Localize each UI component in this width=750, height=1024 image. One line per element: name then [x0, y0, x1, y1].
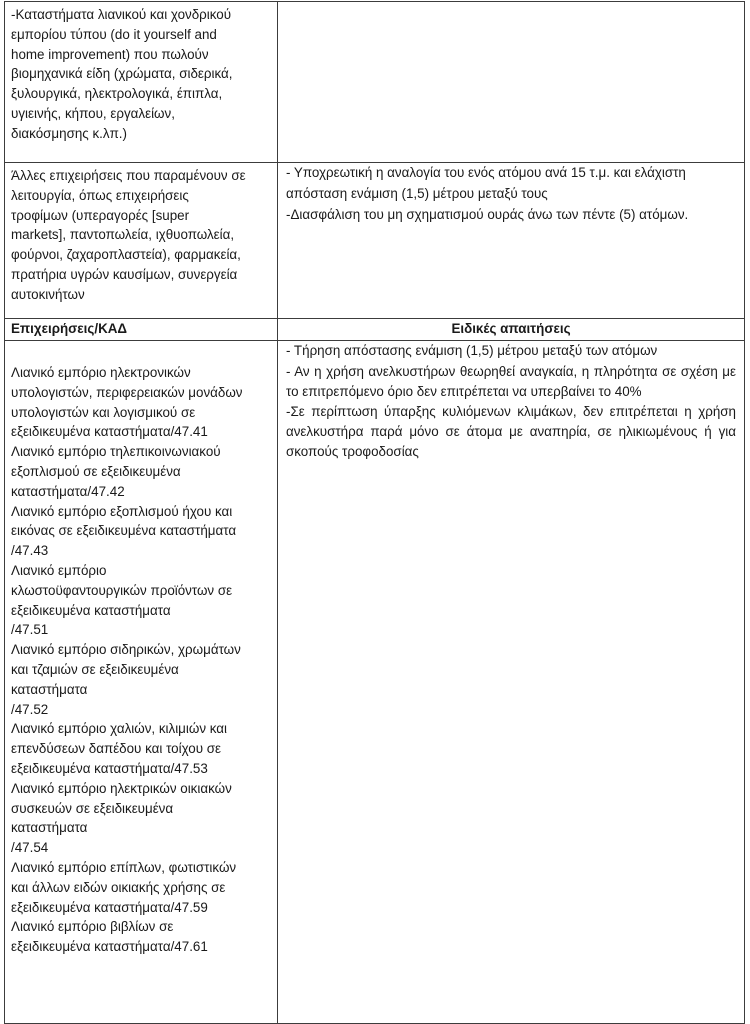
requirements-cell	[278, 341, 745, 1024]
header-businesses: Επιχειρήσεις/ΚΑΔ	[5, 319, 278, 341]
text-line: υπολογιστών, περιφερειακών μονάδων	[11, 384, 243, 400]
text-line: Λιανικό εμπόριο σιδηρικών, χρωμάτων	[11, 642, 241, 658]
text-line: και άλλων ειδών οικιακής χρήσης σε	[11, 879, 226, 895]
business-cell	[5, 163, 278, 319]
text-line: Λιανικό εμπόριο εξοπλισμού ήχου και	[11, 503, 233, 519]
text-line: Λιανικό εμπόριο επίπλων, φωτιστικών	[11, 859, 237, 875]
business-cell	[5, 341, 278, 1024]
table-row	[5, 2, 745, 163]
text-line: -Καταστήματα λιανικού και χονδρικού	[11, 7, 232, 22]
text-line: εξειδικευμένα καταστήματα	[11, 602, 171, 618]
text-line: Λιανικό εμπόριο τηλεπικοινωνιακού	[11, 444, 221, 460]
text-line: - Υποχρεωτική η αναλογία του ενός ατόμου ανά 15 τ.μ. και ελάχιστη	[286, 165, 686, 180]
text-line: Λιανικό εμπόριο χαλιών, κιλιμιών και	[11, 721, 227, 737]
text-line: καταστήματα	[11, 681, 88, 697]
text-line: Άλλες επιχειρήσεις που παραμένουν σε	[11, 168, 246, 183]
header-requirements: Ειδικές απαιτήσεις	[278, 319, 745, 341]
text-line: Λιανικό εμπόριο ηλεκτρονικών	[11, 365, 191, 380]
text-line: home improvement) που πωλούν	[11, 46, 209, 62]
text-line: - Τήρηση απόστασης ενάμιση (1,5) μέτρου μεταξύ των ατόμων	[286, 343, 658, 358]
text-line: -Σε περίπτωση ύπαρξης κυλιόμενων κλιμάκων, δεν επιτρέπεται η χρήση ανελκυστήρα παρά μόνο σε άτομα με αναπηρία, σε ηλικιωμένους ή για σκοπούς τροφοδοσίας	[286, 404, 736, 459]
table-row	[5, 341, 745, 1024]
text-line: Λιανικό εμπόριο ηλεκτρικών οικιακών	[11, 780, 232, 796]
text-line: συσκευών σε εξειδικευμένα	[11, 800, 174, 816]
requirements-table	[4, 1, 745, 1024]
text-line: λειτουργία, όπως επιχειρήσεις	[11, 187, 189, 203]
text-line: εμπορίου τύπου (do it yourself and	[11, 26, 217, 42]
text-line: Λιανικό εμπόριο	[11, 562, 107, 578]
text-line: -Διασφάλιση του μη σχηματισμού ουράς άνω των πέντε (5) ατόμων.	[286, 206, 689, 222]
business-cell	[5, 2, 278, 163]
text-line: καταστήματα	[11, 820, 88, 836]
text-line: εξοπλισμού σε εξειδικευμένα	[11, 463, 181, 479]
text-line: εξειδικευμένα καταστήματα/47.53	[11, 760, 208, 776]
text-line: αυτοκινήτων	[11, 286, 85, 302]
text-line: Λιανικό εμπόριο βιβλίων σε	[11, 919, 174, 935]
text-line: φούρνοι, ζαχαροπλαστεία), φαρμακεία,	[11, 247, 241, 263]
text-line: απόσταση ενάμιση (1,5) μέτρου μεταξύ τους	[286, 185, 548, 201]
text-line: διακόσμησης κ.λπ.)	[11, 125, 127, 141]
requirements-cell	[278, 163, 745, 319]
text-line: εξειδικευμένα καταστήματα/47.41	[11, 424, 208, 440]
text-line: ξυλουργικά, ηλεκτρολογικά, έπιπλα,	[11, 86, 223, 102]
text-line: /47.43	[11, 543, 49, 559]
text-line: markets], παντοπωλεία, ιχθυοπωλεία,	[11, 227, 235, 243]
text-line: εικόνας σε εξειδικευμένα καταστήματα	[11, 523, 237, 539]
text-line: /47.54	[11, 840, 49, 856]
table-row	[5, 163, 745, 319]
text-line: εξειδικευμένα καταστήματα/47.59	[11, 899, 208, 915]
table-header-row	[5, 319, 745, 341]
text-line: πρατήρια υγρών καυσίμων, συνεργεία	[11, 266, 238, 282]
text-line: υπολογιστών και λογισμικού σε	[11, 404, 196, 420]
text-line: /47.51	[11, 622, 49, 638]
text-line: /47.52	[11, 701, 49, 717]
text-line: βιομηχανικά είδη (χρώματα, σιδερικά,	[11, 66, 233, 82]
requirements-cell	[278, 2, 745, 163]
text-line: και τζαμιών σε εξειδικευμένα	[11, 661, 179, 677]
text-line: κλωστοϋφαντουργικών προϊόντων σε	[11, 582, 233, 598]
text-line: επενδύσεων δαπέδου και τοίχου σε	[11, 741, 221, 757]
text-line: τροφίμων (υπεραγορές [super	[11, 207, 190, 223]
text-line: εξειδικευμένα καταστήματα/47.61	[11, 939, 208, 955]
text-line: καταστήματα/47.42	[11, 483, 125, 499]
text-line: υγιεινής, κήπου, εργαλείων,	[11, 105, 175, 121]
text-line: - Αν η χρήση ανελκυστήρων θεωρηθεί αναγκαία, η πληρότητα σε σχέση με το επιτρεπόμενο όριο δεν επιτρέπεται να υπερβαίνει το 40%	[286, 363, 736, 399]
